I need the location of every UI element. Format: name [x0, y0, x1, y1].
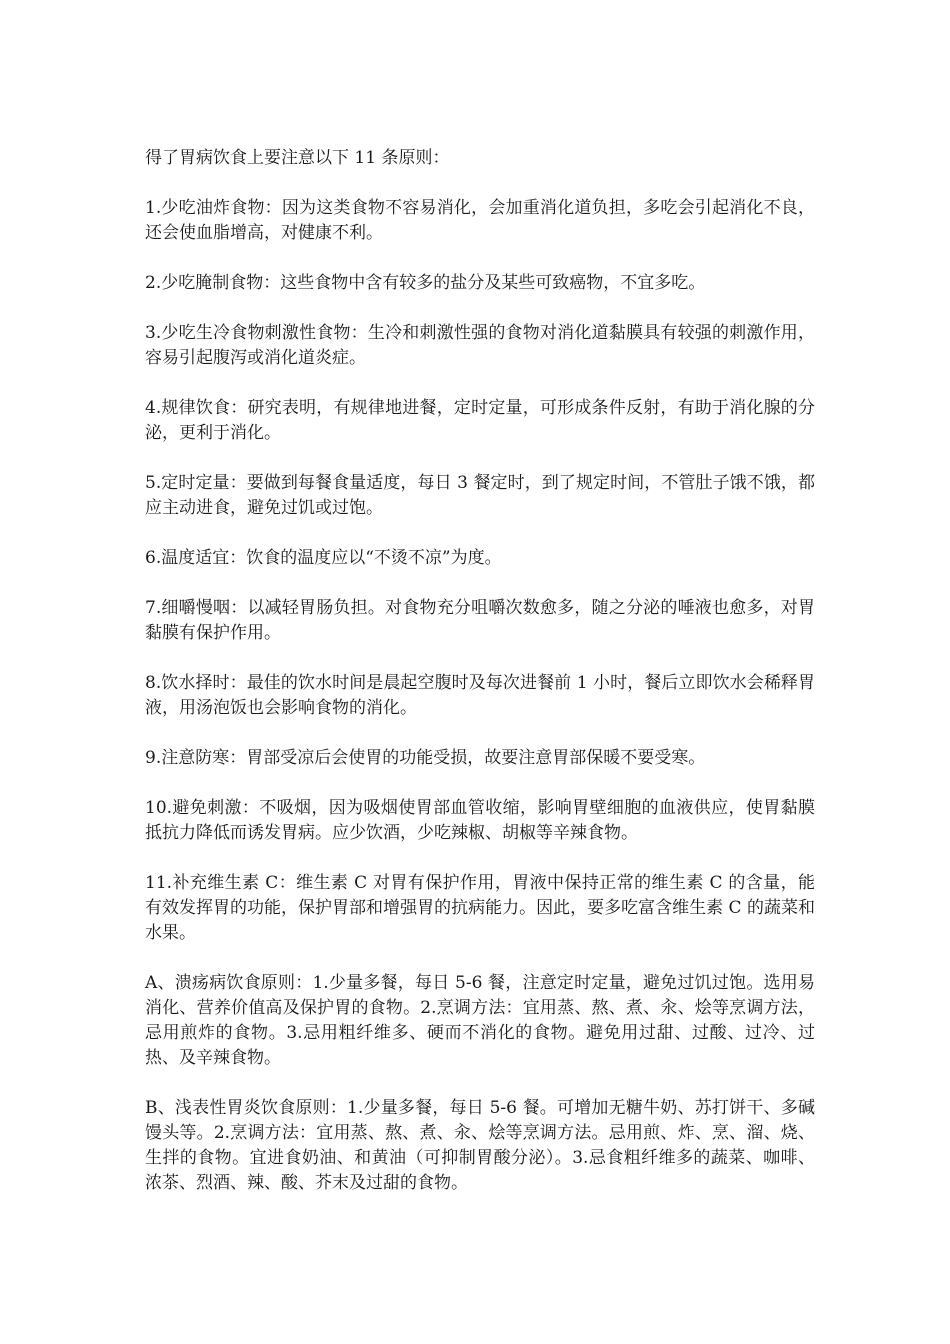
principle-6: 6.温度适宜：饮食的温度应以“不烫不凉”为度。 — [145, 548, 502, 568]
document-body — [145, 146, 815, 1221]
principle-4: 4.规律饮食：研究表明，有规律地进餐，定时定量，可形成条件反射，有助于消化腺的分泌，更利于消化。 — [145, 398, 815, 443]
principle-5: 5.定时定量：要做到每餐食量适度，每日 3 餐定时，到了规定时间，不管肚子饿不饿，都应主动进食，避免过饥或过饱。 — [145, 473, 815, 518]
principle-2: 2.少吃腌制食物：这些食物中含有较多的盐分及某些可致癌物，不宜多吃。 — [145, 273, 706, 293]
gastritis-diet-principles: B、浅表性胃炎饮食原则：1.少量多餐，每日 5-6 餐。可增加无糖牛奶、苏打饼干、多碱馒头等。2.烹调方法：宜用蒸、熬、煮、汆、烩等烹调方法。忌用煎、炸、烹、溜、烧、生拌的食物。宜进食奶油、和黄油（可抑制胃酸分泌）。3.忌食粗纤维多的蔬菜、咖啡、浓茶、烈酒、辣、酸、芥末及过甜的食物。 — [145, 1098, 815, 1193]
principle-8: 8.饮水择时：最佳的饮水时间是晨起空腹时及每次进餐前 1 小时，餐后立即饮水会稀释胃液，用汤泡饭也会影响食物的消化。 — [145, 673, 815, 718]
principle-11: 11.补充维生素 C：维生素 C 对胃有保护作用，胃液中保持正常的维生素 C 的含量，能有效发挥胃的功能，保护胃部和增强胃的抗病能力。因此，要多吃富含维生素 C 的蔬菜和水果。 — [145, 873, 815, 943]
principle-3: 3.少吃生冷食物刺激性食物：生冷和刺激性强的食物对消化道黏膜具有较强的刺激作用，容易引起腹泻或消化道炎症。 — [145, 323, 815, 368]
principle-1: 1.少吃油炸食物：因为这类食物不容易消化，会加重消化道负担，多吃会引起消化不良，还会使血脂增高，对健康不利。 — [145, 198, 815, 243]
ulcer-diet-principles: A、溃疡病饮食原则：1.少量多餐，每日 5-6 餐，注意定时定量，避免过饥过饱。选用易消化、营养价值高及保护胃的食物。2.烹调方法：宜用蒸、熬、煮、汆、烩等烹调方法，忌用煎炸的食物。3.忌用粗纤维多、硬而不消化的食物。避免用过甜、过酸、过冷、过热、及辛辣食物。 — [145, 973, 815, 1068]
document-intro: 得了胃病饮食上要注意以下 11 条原则： — [145, 148, 450, 168]
principle-10: 10.避免刺激：不吸烟，因为吸烟使胃部血管收缩，影响胃壁细胞的血液供应，使胃黏膜抵抗力降低而诱发胃病。应少饮酒，少吃辣椒、胡椒等辛辣食物。 — [145, 798, 815, 843]
principle-7: 7.细嚼慢咽：以减轻胃肠负担。对食物充分咀嚼次数愈多，随之分泌的唾液也愈多，对胃黏膜有保护作用。 — [145, 598, 815, 643]
principle-9: 9.注意防寒：胃部受凉后会使胃的功能受损，故要注意胃部保暖不要受寒。 — [145, 748, 706, 768]
